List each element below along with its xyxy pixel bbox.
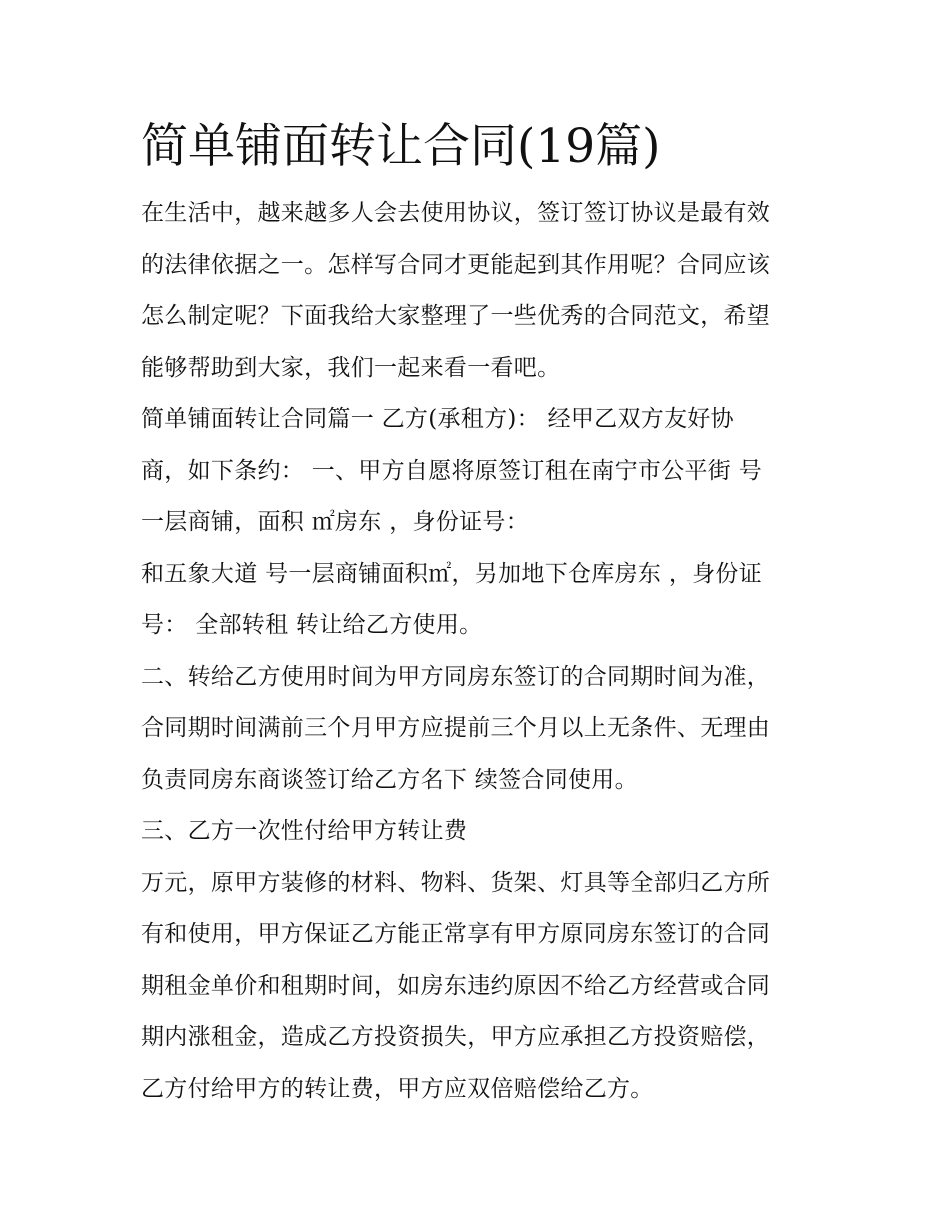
text-line: 乙方付给甲方的转让费，甲方应双倍赔偿给乙方。: [141, 1075, 654, 1102]
text-line: 期租金单价和租期时间，如房东违约原因不给乙方经营或合同: [141, 972, 771, 999]
paragraph-article-1: [141, 394, 821, 652]
text-line: 期内涨租金，造成乙方投资损失，甲方应承担乙方投资赔偿，: [141, 1024, 771, 1050]
text-line: 简单铺面转让合同篇一 乙方(承租方)： 经甲乙双方友好协: [141, 406, 734, 432]
text-line: 负责同房东商谈签订给乙方名下 续签合同使用。: [141, 766, 638, 793]
document-body: [141, 108, 821, 1115]
paragraph-intro: [141, 188, 821, 394]
text-line: 在生活中，越来越多人会去使用协议，签订签订协议是最有效: [141, 200, 771, 226]
text-line: 有和使用，甲方保证乙方能正常享有甲方原同房东签订的合同: [141, 921, 771, 947]
text-line: 号： 全部转租 转让给乙方使用。: [141, 612, 483, 638]
text-line: 一层商铺，面积 ㎡房东 ，身份证号：: [141, 509, 530, 535]
text-line: 合同期时间满前三个月甲方应提前三个月以上无条件、无理由: [141, 715, 771, 741]
paragraph-article-3-heading: [141, 806, 821, 858]
text-line: 万元，原甲方装修的材料、物料、货架、灯具等全部归乙方所: [141, 869, 771, 896]
paragraph-article-2: [141, 652, 821, 807]
document-title: 简单铺面转让合同(19篇): [141, 119, 661, 174]
text-line: 的法律依据之一。怎样写合同才更能起到其作用呢？合同应该: [141, 251, 771, 278]
text-line: 二、转给乙方使用时间为甲方同房东签订的合同期时间为准，: [141, 663, 771, 690]
text-line: 三、乙方一次性付给甲方转让费: [141, 818, 468, 844]
text-line: 怎么制定呢？下面我给大家整理了一些优秀的合同范文，希望: [141, 303, 771, 329]
paragraph-article-3-body: [141, 858, 821, 1116]
text-line: 和五象大道 号一层商铺面积㎡，另加地下仓库房东 ，身份证: [141, 560, 763, 587]
text-line: 能够帮助到大家，我们一起来看一看吧。: [141, 354, 561, 381]
text-line: 商，如下条约： 一、甲方自愿将原签订租在南宁市公平街 号: [141, 457, 763, 484]
